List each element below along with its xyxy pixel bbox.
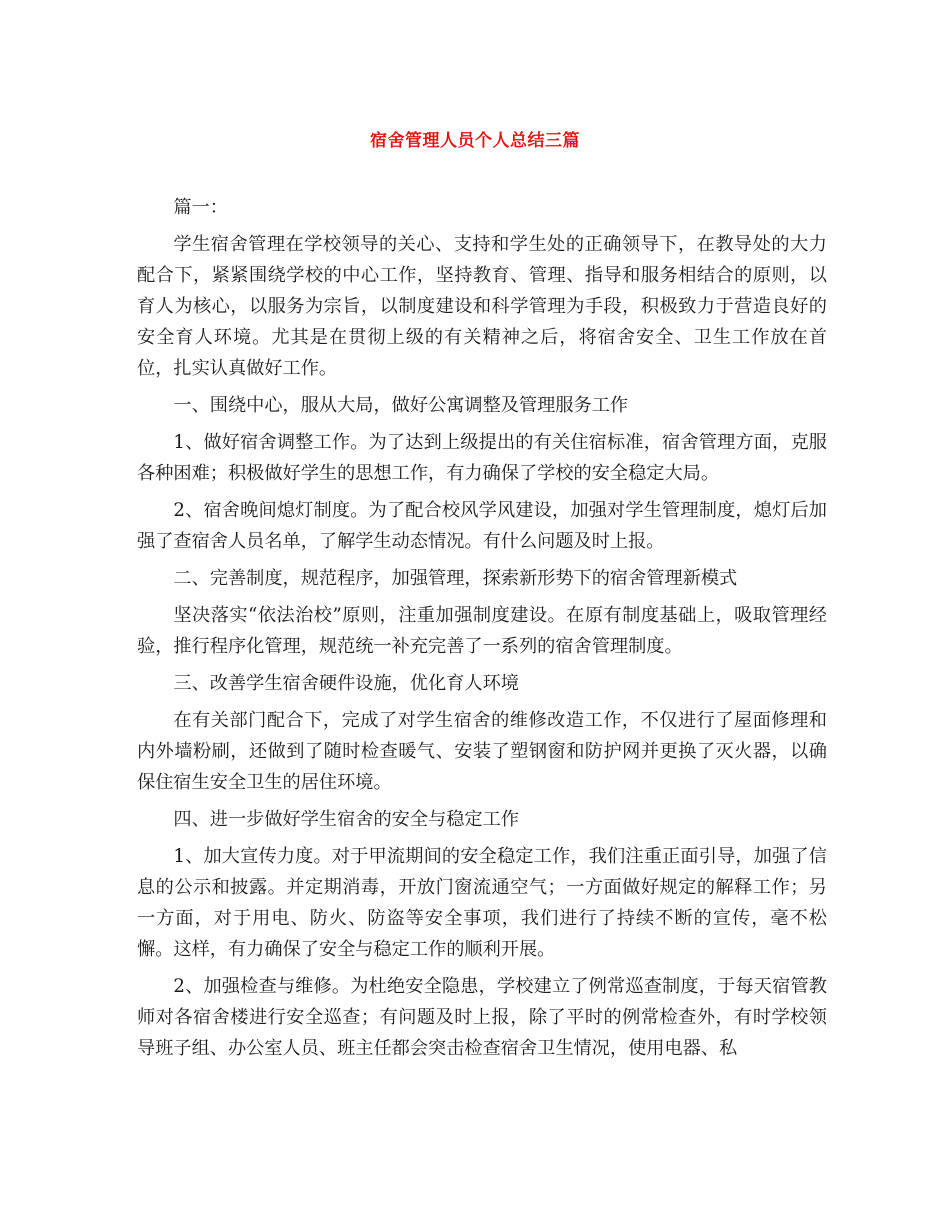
heading-section-4: 四、进一步做好学生宿舍的安全与稳定工作 <box>173 809 519 830</box>
document-title: 宿舍管理人员个人总结三篇 <box>370 131 580 151</box>
heading-section-3: 三、改善学生宿舍硬件设施，优化育人环境 <box>173 673 519 694</box>
heading-section-1: 一、围绕中心，服从大局，做好公寓调整及管理服务工作 <box>173 395 629 416</box>
paragraph-item-4-2: 2、加强检查与维修。为杜绝安全隐患，学校建立了例常巡查制度，于每天宿管教师对各宿舍楼进行安全巡查；有问题及时上报，除了平时的例常检查外，有时学校领导班子组、办公室人员、班主任都会突击检查宿舍卫生情况，使用电器、私 <box>137 976 827 1059</box>
paragraph-section-2: 坚决落实“依法治校”原则，注重加强制度建设。在原有制度基础上，吸取管理经验，推行程序化管理，规范统一补充完善了一系列的宿舍管理制度。 <box>137 605 827 657</box>
paragraph-item-1-1: 1、做好宿舍调整工作。为了达到上级提出的有关住宿标准，宿舍管理方面，克服各种困难；积极做好学生的思想工作，有力确保了学校的安全稳定大局。 <box>137 432 827 484</box>
paragraph-section-3: 在有关部门配合下，完成了对学生宿舍的维修改造工作，不仅进行了屋面修理和内外墙粉刷，还做到了随时检查暖气、安装了塑钢窗和防护网并更换了灭火器，以确保住宿生安全卫生的居住环境。 <box>137 710 827 793</box>
paragraph-item-4-1: 1、加大宣传力度。对于甲流期间的安全稳定工作，我们注重正面引导，加强了信息的公示和披露。并定期消毒，开放门窗流通空气；一方面做好规定的解释工作；另一方面，对于用电、防火、防盗等安全事项，我们进行了持续不断的宣传，毫不松懈。这样，有力确保了安全与稳定工作的顺利开展。 <box>137 846 827 960</box>
paragraph-section-label: 篇一： <box>173 197 228 218</box>
heading-section-2: 二、完善制度，规范程序，加强管理，探索新形势下的宿舍管理新模式 <box>173 568 738 589</box>
document-body <box>137 192 827 1070</box>
paragraph-intro: 学生宿舍管理在学校领导的关心、支持和学生处的正确领导下，在教导处的大力配合下，紧紧围绕学校的中心工作，坚持教育、管理、指导和服务相结合的原则，以育人为核心，以服务为宗旨，以制度建设和科学管理为手段，积极致力于营造良好的安全育人环境。尤其是在贯彻上级的有关精神之后，将宿舍安全、卫生工作放在首位，扎实认真做好工作。 <box>137 234 827 379</box>
paragraph-item-1-2: 2、宿舍晚间熄灯制度。为了配合校风学风建设，加强对学生管理制度，熄灯后加强了查宿舍人员名单，了解学生动态情况。有什么问题及时上报。 <box>137 500 827 552</box>
